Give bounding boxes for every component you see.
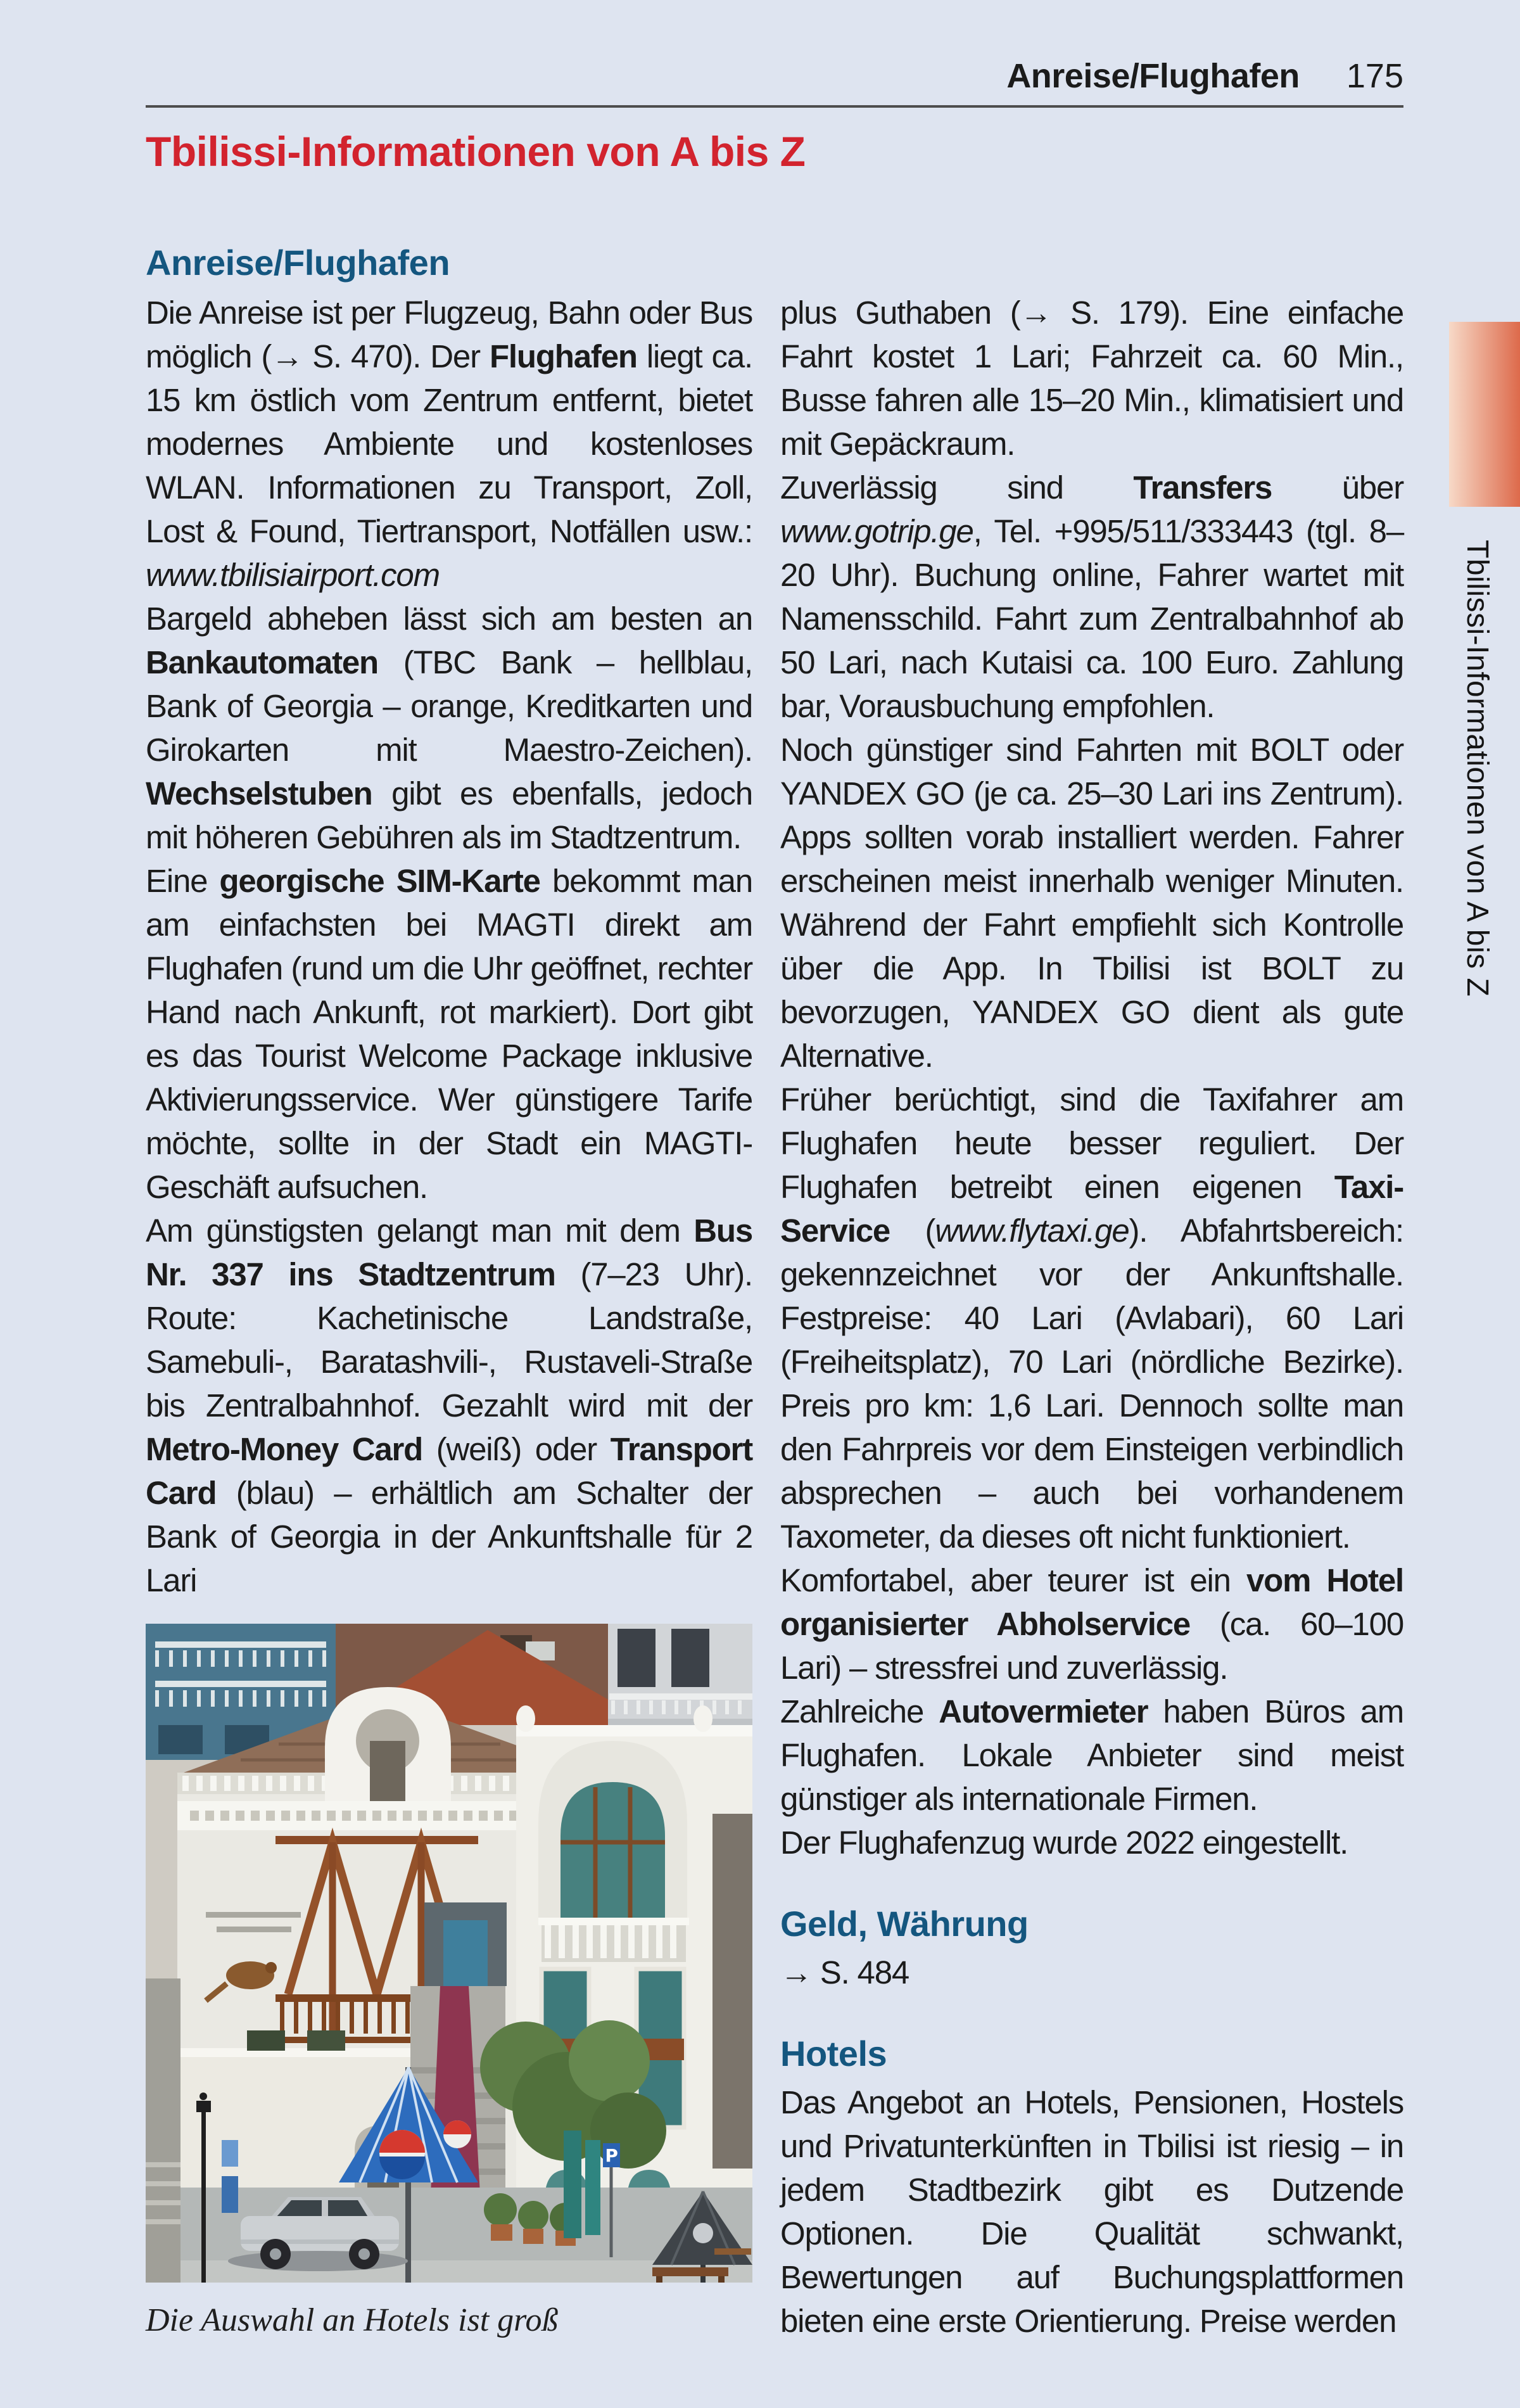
paragraph (780, 1558, 1403, 1690)
text-segment: www.tbilisiairport.com (146, 557, 440, 593)
text-segment: (TBC Bank – hellblau, Bank of Georgia – orange, Kreditkarten und Girokarten mit Maestro-Zeichen). (146, 644, 752, 768)
text-segment: (blau) – erhältlich am Schalter der Bank of Georgia in der Ankunftshalle für 2 Lari (146, 1475, 752, 1598)
text-segment: haben Büros am Flughafen. Lokale Anbieter sind meist günstiger als internationale Firmen. (780, 1693, 1403, 1817)
paragraph (146, 859, 752, 1209)
text-segment: Früher berüchtigt, sind die Taxifahrer am Flughafen heute besser reguliert. Der Flughafen betreibt einen eigenen (780, 1081, 1403, 1205)
text-segment: Der Flughafenzug wurde 2022 eingestellt. (780, 1825, 1348, 1861)
text-segment: vom Hotel organisierter Abholservice (780, 1562, 1404, 1642)
paragraph (780, 2080, 1403, 2343)
paragraph (146, 291, 752, 597)
text-segment: ( (890, 1213, 935, 1249)
text-segment: Flughafen (489, 338, 637, 374)
text-segment: über (1272, 469, 1404, 506)
text-segment: plus Guthaben (→ S. 179). Eine einfache Fahrt kostet 1 Lari; Fahrzeit ca. 60 Min., Busse fahren alle 15–20 Min., klimatisiert und mit Gepäckraum. (780, 295, 1403, 462)
text-segment: liegt ca. 15 km östlich vom Zentrum entfernt, bietet modernes Ambiente und kostenloses WLAN. Informationen zu Transport, Zoll, Lost & Found, Tiertransport, Notfällen usw.: (146, 338, 752, 549)
text-segment: Taxi-Service (780, 1169, 1403, 1249)
photo-caption: Die Auswahl an Hotels ist groß (146, 2302, 559, 2338)
text-segment: Eine (146, 863, 220, 899)
left-column (146, 243, 752, 2340)
text-segment: Noch günstiger sind Fahrten mit BOLT oder YANDEX GO (je ca. 25–30 Lari ins Zentrum). Apps sollten vorab installiert werden. Fahrer erscheinen meist innerhalb weniger Minuten. Während der Fahrt empfiehlt sich Kontrolle über die App. In Tbilisi ist BOLT zu bevorzugen, YANDEX GO dient als gute Alternative. (780, 732, 1403, 1074)
paragraph (146, 1209, 752, 1602)
text-segment: (ca. 60–100 Lari) – stressfrei und zuverlässig. (780, 1606, 1404, 1686)
text-segment: , Tel. +995/511/333443 (tgl. 8–20 Uhr). Buchung online, Fahrer wartet mit Namensschild. Fahrt zum Zentralbahnhof ab 50 Lari, nach Kutaisi ca. 100 Euro. Zahlung bar, Vorausbuchung empfohlen. (780, 513, 1403, 724)
text-segment: Zuverlässig sind (780, 469, 1134, 506)
paragraph (780, 291, 1403, 466)
text-segment: Wechselstuben (146, 775, 372, 812)
text-segment: georgische SIM-Karte (219, 863, 540, 899)
chapter-vertical-label: Tbilissi-Informationen von A bis Z (1460, 540, 1494, 997)
text-segment: Das Angebot an Hotels, Pensionen, Hostels und Privatunterkünften in Tbilisi ist riesig – in jedem Stadtbezirk gibt es Dutzende Optionen. Die Qualität schwankt, Bewertungen auf Buchungsplattformen bieten eine erste Orientierung. Preise werden (780, 2084, 1403, 2339)
chapter-tab (1449, 322, 1520, 507)
hotel-photo-figure (146, 1624, 752, 2340)
text-segment: Transport Card (146, 1431, 752, 1511)
text-segment: ). Abfahrtsbereich: gekennzeichnet vor der Ankunftshalle. Festpreise: 40 Lari (Avlabari), 60 Lari (Freiheitsplatz), 70 Lari (nördliche Bezirke). Preis pro km: 1,6 Lari. Dennoch sollte man den Fahrpreis vor dem Einsteigen verbindlich absprechen – auch bei vorhandenem Taxometer, da dieses oft nicht funktioniert. (780, 1213, 1403, 1555)
text-segment: www.gotrip.ge (780, 513, 973, 549)
header-rule (146, 105, 1403, 108)
text-segment: (7–23 Uhr). Route: Kachetinische Landstraße, Samebuli-, Baratashvili-, Rustaveli-Straße bis Zentralbahnhof. Gezahlt wird mit der (146, 1256, 752, 1424)
section-heading: Geld, Währung (780, 1904, 1029, 1944)
text-segment: Transfers (1133, 469, 1272, 506)
running-head-section: Anreise/Flughafen (1006, 57, 1300, 95)
text-segment: Komfortabel, aber teurer ist ein (780, 1562, 1247, 1598)
text-segment: www.flytaxi.ge (935, 1213, 1129, 1249)
text-segment: Bankautomaten (146, 644, 378, 680)
text-segment: Zahlreiche (780, 1693, 939, 1730)
text-segment: bekommt man am einfachsten bei MAGTI direkt am Flughafen (rund um die Uhr geöffnet, rechter Hand nach Ankunft, rot markiert). Dort gibt es das Tourist Welcome Package inklusive Aktivierungsservice. Wer günstigere Tarife möchte, sollte in der Stadt ein MAGTI-Geschäft aufsuchen. (146, 863, 752, 1205)
hotel-photo (146, 1624, 752, 2283)
svg-text:P: P (605, 2145, 618, 2166)
page-number: 175 (1346, 57, 1403, 95)
left-column-text (146, 291, 752, 1602)
paragraph (146, 597, 752, 859)
page-title: Tbilissi-Informationen von A bis Z (146, 128, 806, 175)
paragraph (780, 1690, 1403, 1821)
paragraph (780, 1821, 1403, 1864)
paragraph (780, 1951, 1403, 1994)
text-segment: Bargeld abheben lässt sich am besten an (146, 601, 752, 637)
text-segment: Am günstigsten gelangt man mit dem (146, 1213, 694, 1249)
text-segment: Die Anreise ist per Flugzeug, Bahn oder Bus möglich (→ S. 470). Der (146, 295, 752, 374)
text-segment: Bus Nr. 337 ins Stadtzentrum (146, 1213, 752, 1292)
running-head (146, 57, 1403, 95)
section-heading-anreise: Anreise/Flughafen (146, 243, 450, 283)
hotel-photo-illustration (146, 1624, 752, 2283)
right-column (780, 291, 1403, 2343)
text-segment: gibt es ebenfalls, jedoch mit höheren Gebühren als im Stadtzentrum. (146, 775, 752, 855)
text-segment: Metro-Money Card (146, 1431, 423, 1467)
section-heading: Hotels (780, 2034, 887, 2074)
paragraph (780, 466, 1403, 728)
text-segment: → S. 484 (780, 1954, 909, 1991)
text-segment: (weiß) oder (422, 1431, 611, 1467)
text-segment: Autovermieter (939, 1693, 1148, 1730)
paragraph (780, 728, 1403, 1078)
paragraph (780, 1078, 1403, 1558)
